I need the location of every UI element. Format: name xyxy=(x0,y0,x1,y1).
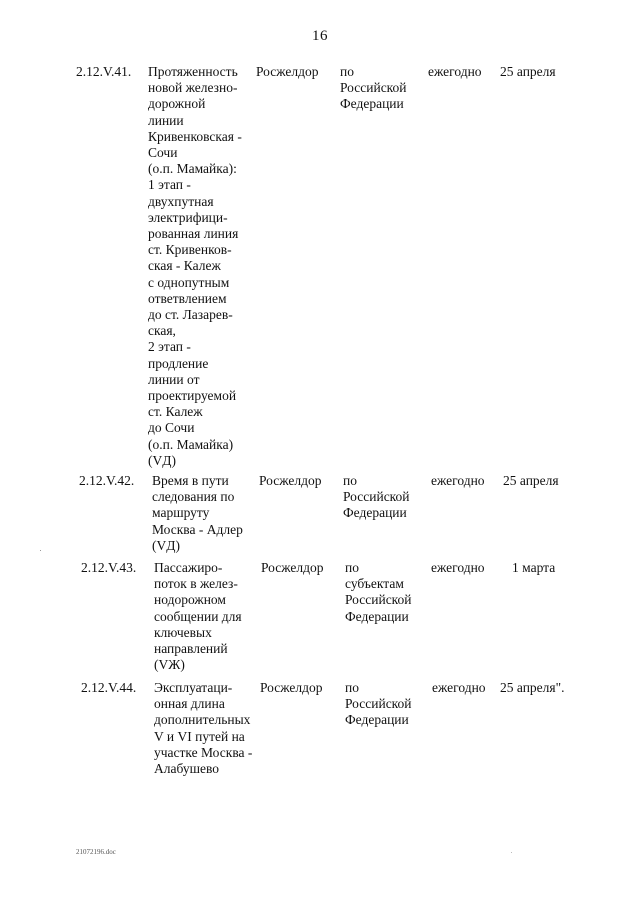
indicator-name: Протяженность новой железно- дорожной линии Кривенковская - Сочи (о.п. Мамайка): 1 этап - двухпутная электрифици- рованная линия ст. Кривенков- ская - Калеж с однопутным ответвлением до ст. Лазарев- ская, 2 этап - продление линии от проектируемой ст. Калеж до Сочи (о.п. Мамайка) (VД) xyxy=(148,64,242,468)
responsible-agency: Росжелдор xyxy=(261,560,324,575)
deadline-date: 25 апреля xyxy=(500,64,556,79)
indicator-number: 2.12.V.42. xyxy=(79,473,135,488)
indicator-number: 2.12.V.41. xyxy=(76,64,132,79)
deadline-date: 1 марта xyxy=(512,560,556,575)
reporting-scope: по субъектам Российской Федерации xyxy=(345,560,412,624)
deadline-date: 25 апреля xyxy=(503,473,559,488)
indicator-name: Пассажиро- поток в желез- нодорожном сообщении для ключевых направлений (VЖ) xyxy=(154,560,242,673)
reporting-scope: по Российской Федерации xyxy=(340,64,407,112)
responsible-agency: Росжелдор xyxy=(259,473,322,488)
deadline-date: 25 апреля". xyxy=(500,680,565,695)
page-number: 16 xyxy=(312,28,328,44)
indicator-number: 2.12.V.44. xyxy=(81,680,137,695)
scan-speck xyxy=(40,550,41,551)
frequency: ежегодно xyxy=(431,473,485,488)
scan-speck xyxy=(511,852,512,853)
frequency: ежегодно xyxy=(432,680,486,695)
reporting-scope: по Российской Федерации xyxy=(345,680,412,728)
indicator-name: Время в пути следования по маршруту Москва - Адлер (VД) xyxy=(152,473,243,553)
footer-filename: 21072196.doc xyxy=(76,848,116,856)
reporting-scope: по Российской Федерации xyxy=(343,473,410,521)
indicator-number: 2.12.V.43. xyxy=(81,560,137,575)
frequency: ежегодно xyxy=(428,64,482,79)
indicator-name: Эксплуатаци- онная длина дополнительных V и VI путей на участке Москва - Алабушево xyxy=(154,680,253,777)
responsible-agency: Росжелдор xyxy=(256,64,319,79)
responsible-agency: Росжелдор xyxy=(260,680,323,695)
frequency: ежегодно xyxy=(431,560,485,575)
